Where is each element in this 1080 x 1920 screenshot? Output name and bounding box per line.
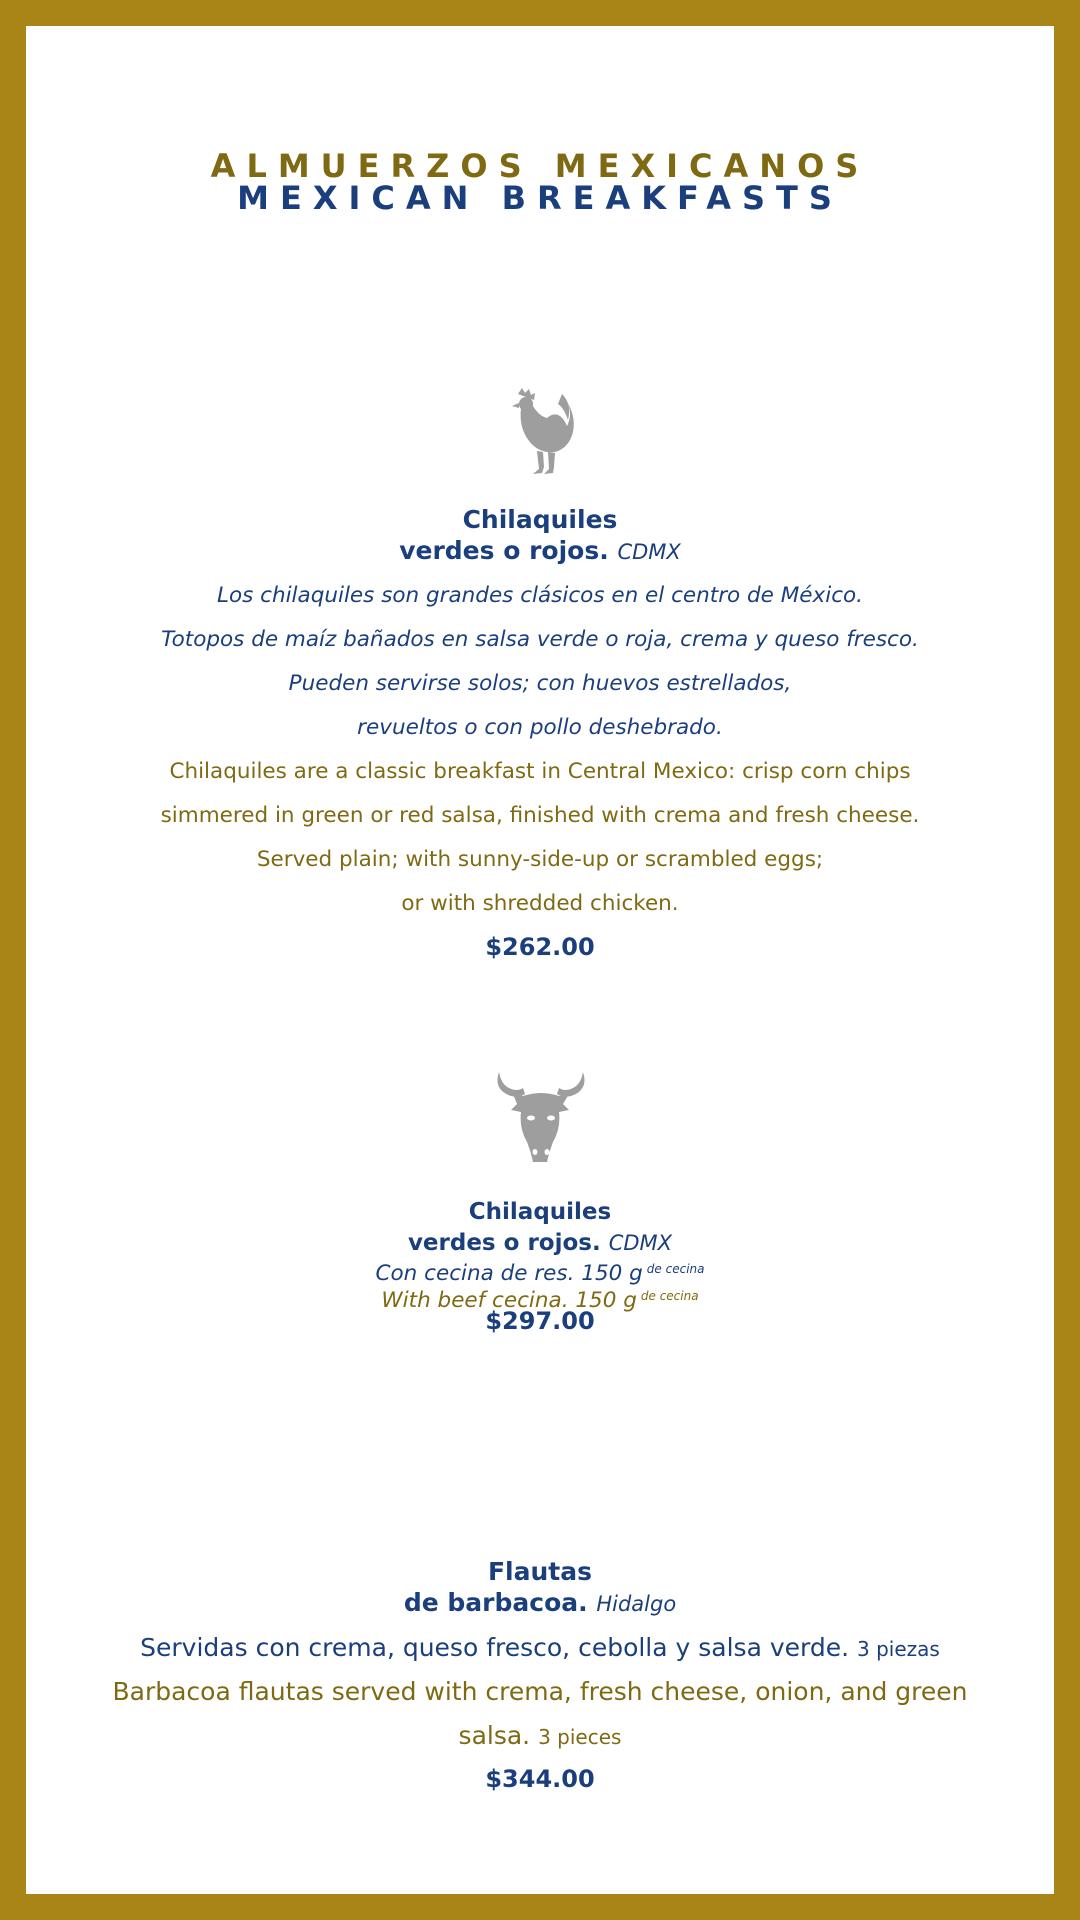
menu-page [26,26,1054,1894]
item1-desc-es-3: Pueden servirse solos; con huevos estrellados, [288,671,792,696]
item1-region: CDMX [617,540,681,564]
item1-desc-es-4: revueltos o con pollo deshebrado. [357,715,723,740]
item3-desc-es [26,1626,1054,1671]
item3-desc-en-2 [26,1714,1054,1759]
title-spanish: ALMUERZOS MEXICANOS [210,147,870,185]
item1-name: verdes o rojos. [399,536,609,565]
item3-name: de barbacoa. [403,1588,588,1617]
item3-name-line1: Flautas [487,1557,593,1586]
item1-desc-es-2: Totopos de maíz bañados en salsa verde o roja, crema y queso fresco. [161,627,919,652]
item3-region: Hidalgo [596,1592,677,1616]
title-english: MEXICAN BREAKFASTS [237,179,843,217]
item2-option-es-text: Con cecina de res. 150 g [375,1261,643,1286]
item3-desc-es-text: Servidas con crema, queso fresco, cebolla y salsa verde. [140,1633,850,1662]
item2-price: $297.00 [485,1307,595,1335]
item1-desc-en-1: Chilaquiles are a classic breakfast in Central Mexico: crisp corn chips [169,759,911,784]
item1-desc-en-2: simmered in green or red salsa, finished with crema and fresh cheese. [160,803,920,828]
item2-name-line2 [26,1228,1054,1259]
item2-option-en-text: With beef cecina. 150 g [381,1288,637,1313]
item2-name-line1: Chilaquiles [468,1199,612,1225]
item3-desc-en-text: salsa. [458,1721,531,1750]
item1-desc-en-3: Served plain; with sunny-side-up or scrambled eggs; [256,847,824,872]
item3-desc-en-qty: 3 pieces [538,1725,622,1749]
item3-name-line2 [26,1587,1054,1620]
item1-name-line1: Chilaquiles [462,505,618,534]
item3-desc-es-qty: 3 piezas [857,1637,940,1661]
bull-head-icon [493,1070,589,1166]
item1-desc-en-4: or with shredded chicken. [401,891,679,916]
item3-desc-en-1: Barbacoa flautas served with crema, fresh cheese, onion, and green [112,1677,968,1706]
rooster-icon [504,388,576,478]
item2-region: CDMX [608,1231,673,1255]
item2-option-es-sup: de cecina [646,1262,705,1276]
item2-option-en-sup: de cecina [640,1289,699,1303]
item3-price: $344.00 [485,1765,595,1793]
item1-price: $262.00 [485,933,595,961]
item1-desc-es-1: Los chilaquiles son grandes clásicos en el centro de México. [216,583,864,608]
item1-name-line2 [26,535,1054,568]
item2-name: verdes o rojos. [407,1230,601,1256]
